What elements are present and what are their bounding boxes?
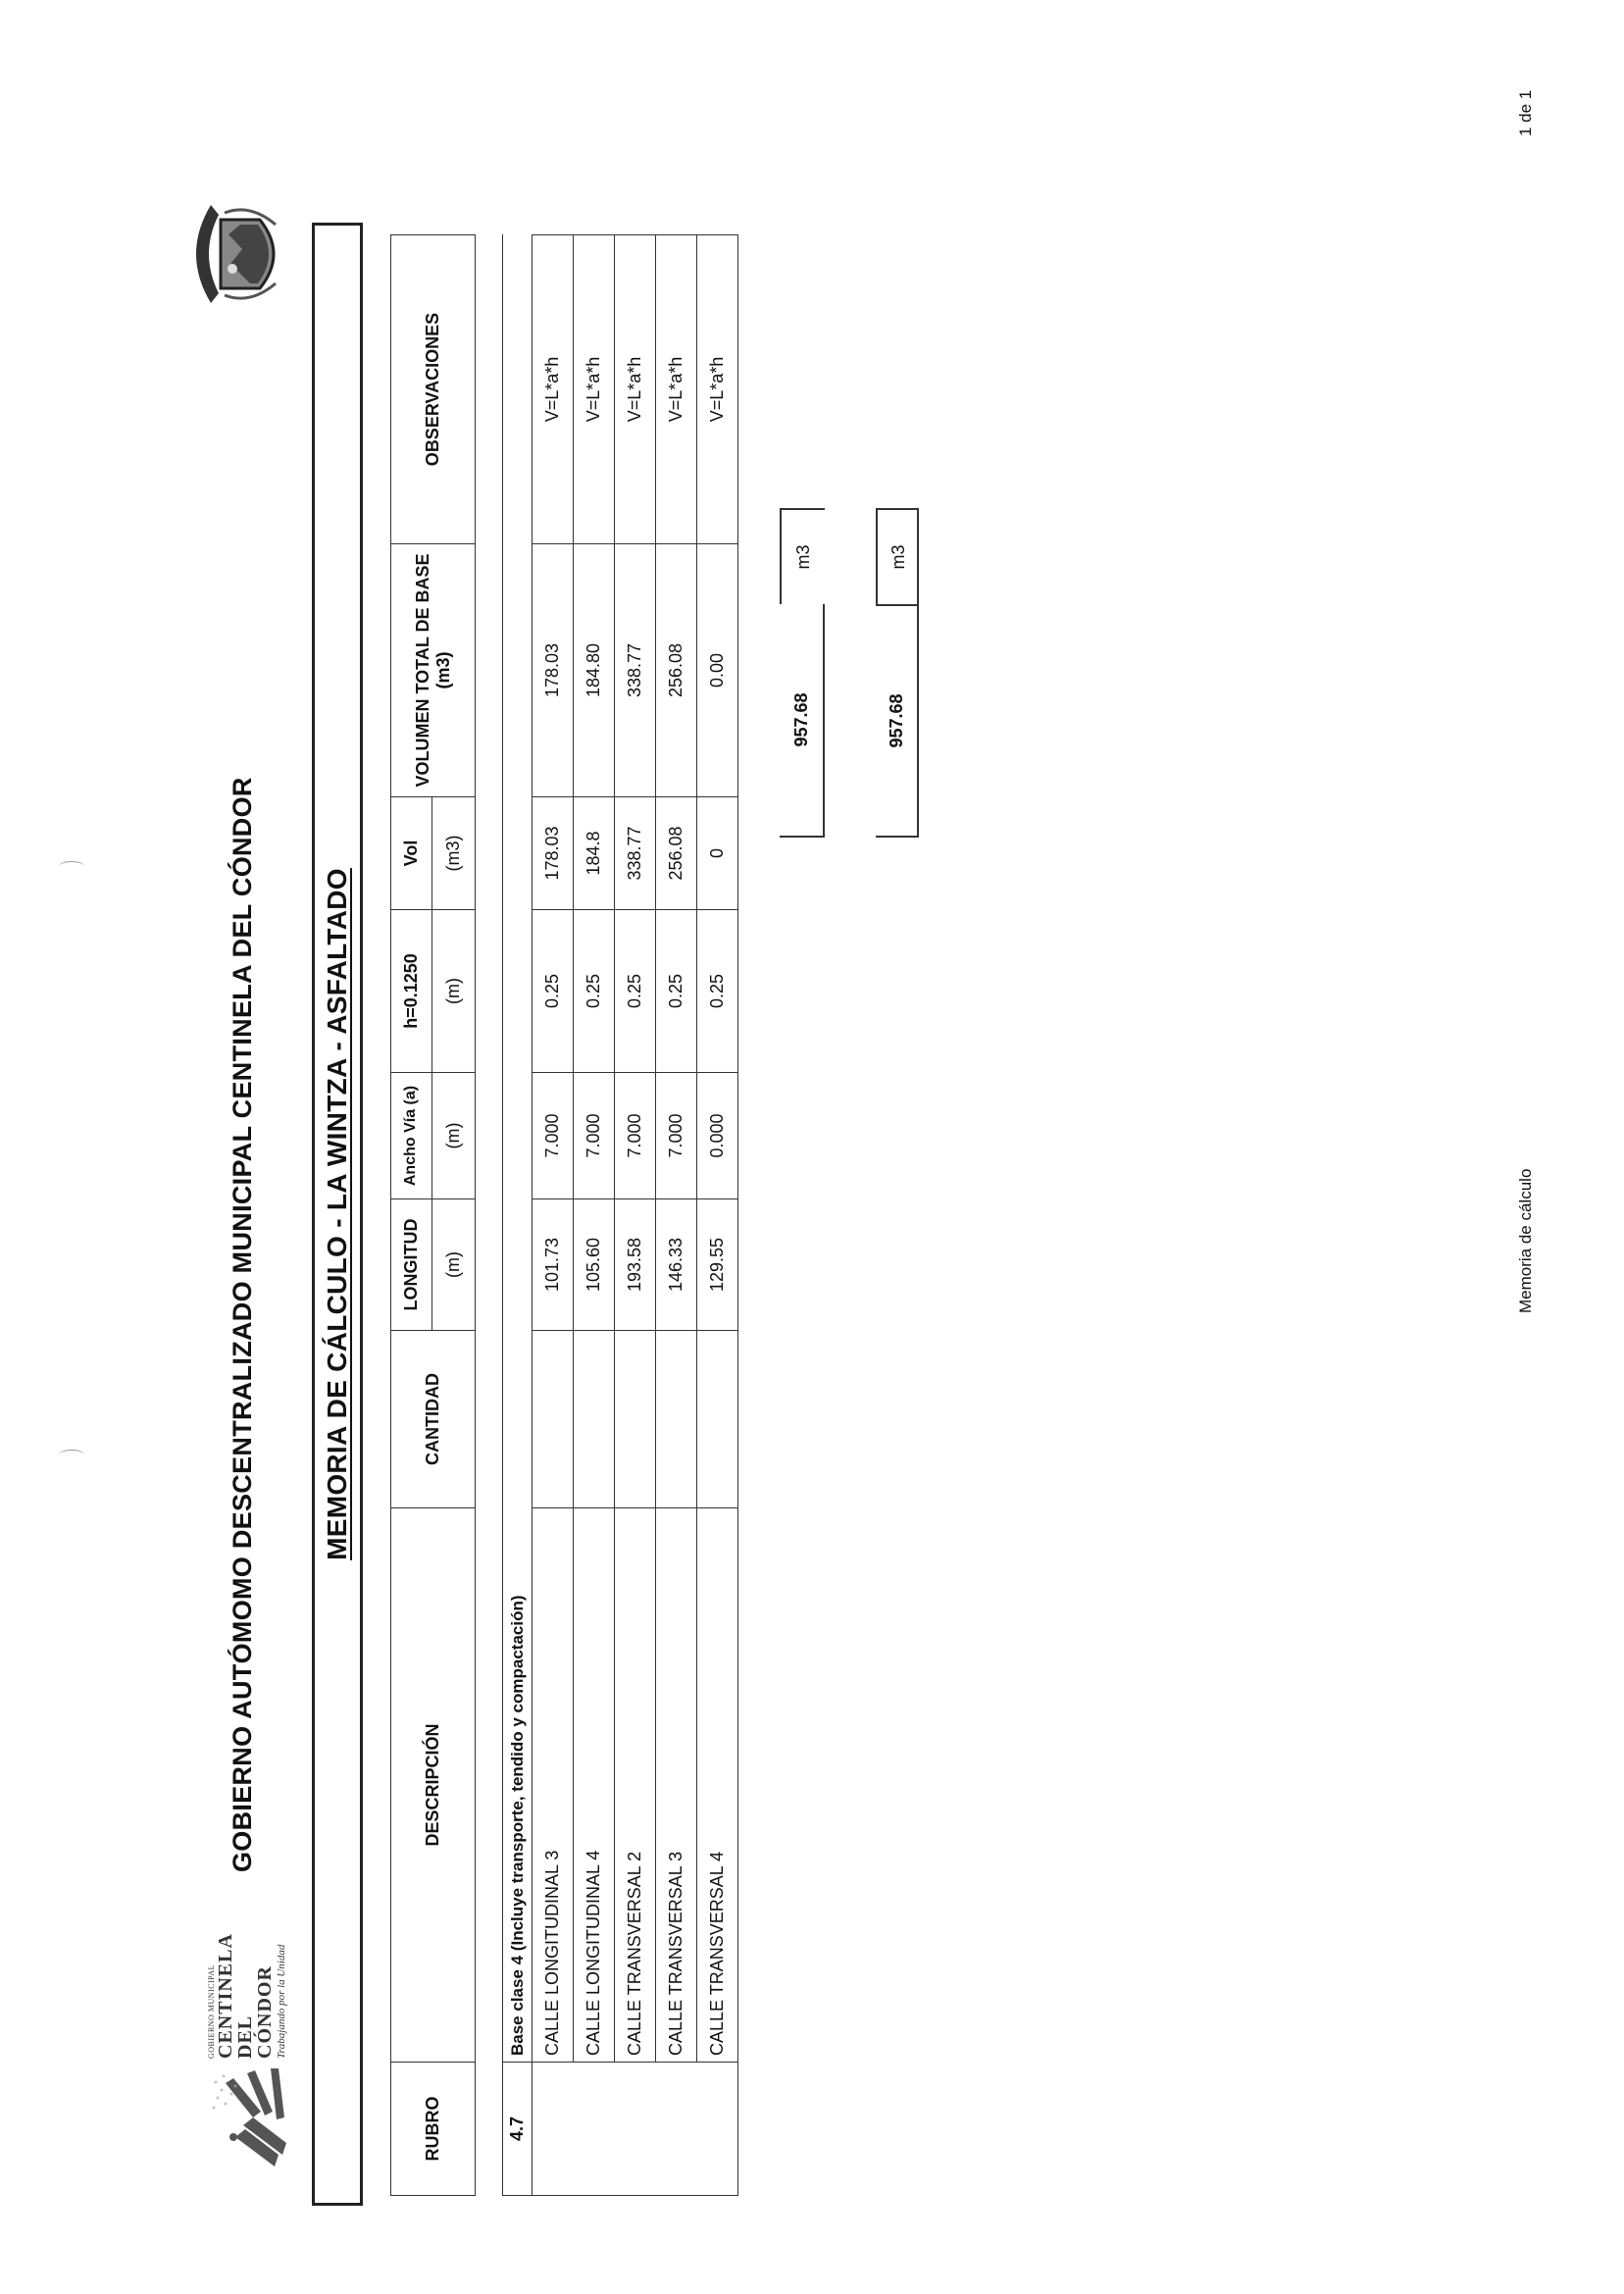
cell-cantidad — [533, 1331, 574, 1508]
cell-cantidad — [656, 1331, 697, 1508]
header-observaciones: OBSERVACIONES — [391, 235, 476, 544]
section-rubro: 4.7 — [503, 2063, 533, 2196]
cell-descripcion: CALLE TRANSVERSAL 2 — [615, 1508, 656, 2063]
cell-longitud: 101.73 — [533, 1199, 574, 1331]
cell-observaciones: V=L*a*h — [615, 235, 656, 544]
cell-longitud: 105.60 — [574, 1199, 615, 1331]
cell-descripcion: CALLE TRANSVERSAL 4 — [697, 1508, 738, 2063]
cell-longitud: 146.33 — [656, 1199, 697, 1331]
logo-line-1: CENTINELA — [215, 1933, 236, 2059]
header-volumen-total: VOLUMEN TOTAL DE BASE (m3) — [391, 544, 476, 797]
section-row — [503, 235, 533, 2196]
cell-ancho: 7.000 — [533, 1073, 574, 1199]
header-descripcion: DESCRIPCIÓN — [391, 1508, 476, 2063]
cell-h: 0.25 — [533, 910, 574, 1073]
cell-vol: 184.8 — [574, 797, 615, 910]
cell-h: 0.25 — [574, 910, 615, 1073]
cell-cantidad — [697, 1331, 738, 1508]
cell-ancho: 7.000 — [656, 1073, 697, 1199]
table-row — [574, 235, 615, 2196]
cell-cantidad — [615, 1331, 656, 1508]
table-row — [615, 235, 656, 2196]
header-longitud: LONGITUD — [391, 1199, 432, 1331]
municipality-logo — [206, 2059, 294, 2176]
cell-h: 0.25 — [656, 910, 697, 1073]
memo-title: MEMORIA DE CÁLCULO - LA WINTZA - ASFALTADO — [322, 868, 352, 1560]
cell-vol-total: 184.80 — [574, 544, 615, 797]
logo-wordmark — [208, 1921, 287, 2059]
table-header-row — [391, 235, 432, 2196]
cell-observaciones: V=L*a*h — [697, 235, 738, 544]
section-description: Base clase 4 (Incluye transporte, tendido y compactación) — [503, 235, 533, 2063]
cell-h: 0.25 — [615, 910, 656, 1073]
cell-vol: 178.03 — [533, 797, 574, 910]
footer-label: Memoria de cálculo — [1516, 1168, 1535, 1313]
header-rubro: RUBRO — [391, 2063, 476, 2196]
header-cantidad: CANTIDAD — [391, 1331, 476, 1508]
unit-ancho: (m) — [432, 1073, 476, 1199]
cell-descripcion: CALLE LONGITUDINAL 3 — [533, 1508, 574, 2063]
cell-ancho: 0.000 — [697, 1073, 738, 1199]
calculation-table — [390, 234, 738, 2196]
table-gap — [476, 235, 503, 2196]
cell-h: 0.25 — [697, 910, 738, 1073]
cell-vol-total: 338.77 — [615, 544, 656, 797]
header-h: h=0.1250 — [391, 910, 432, 1073]
memo-title-box — [312, 223, 363, 2206]
logo-top-text: GOBIERNO MUNICIPAL — [207, 1963, 216, 2059]
cell-descripcion: CALLE TRANSVERSAL 3 — [656, 1508, 697, 2063]
logo-line-2: DEL CÓNDOR — [234, 1965, 276, 2059]
cell-ancho: 7.000 — [615, 1073, 656, 1199]
subtotal-value: 957.68 — [780, 604, 825, 838]
cell-longitud: 129.55 — [697, 1199, 738, 1331]
unit-h: (m) — [432, 910, 476, 1073]
table-row — [656, 235, 697, 2196]
cell-vol: 0 — [697, 797, 738, 910]
page-number: 1 de 1 — [1516, 89, 1535, 136]
header-vol: Vol — [391, 797, 432, 910]
header-ancho-via: Ancho Vía (a) — [391, 1073, 432, 1199]
scan-mark — [59, 861, 84, 872]
cell-longitud: 193.58 — [615, 1199, 656, 1331]
subtotal-unit: m3 — [780, 508, 825, 604]
cell-vol-total: 178.03 — [533, 544, 574, 797]
logo-tagline: Trabajando por la Unidad — [276, 1944, 287, 2059]
cell-vol-total: 256.08 — [656, 544, 697, 797]
unit-longitud: (m) — [432, 1199, 476, 1331]
table-row — [697, 235, 738, 2196]
total-unit: m3 — [876, 508, 919, 604]
cell-cantidad — [574, 1331, 615, 1508]
scan-mark — [59, 1450, 84, 1460]
cell-vol: 338.77 — [615, 797, 656, 910]
government-title: GOBIERNO AUTÓMOMO DESCENTRALIZADO MUNICIPAL CENTINELA DEL CÓNDOR — [228, 777, 257, 1872]
table-row — [533, 235, 574, 2196]
cell-descripcion: CALLE LONGITUDINAL 4 — [574, 1508, 615, 2063]
coat-of-arms-emblem — [181, 195, 289, 313]
cell-ancho: 7.000 — [574, 1073, 615, 1199]
cell-observaciones: V=L*a*h — [574, 235, 615, 544]
cell-vol-total: 0.00 — [697, 544, 738, 797]
total-value: 957.68 — [876, 604, 919, 838]
cell-observaciones: V=L*a*h — [533, 235, 574, 544]
cell-observaciones: V=L*a*h — [656, 235, 697, 544]
unit-vol: (m3) — [432, 797, 476, 910]
cell-vol: 256.08 — [656, 797, 697, 910]
